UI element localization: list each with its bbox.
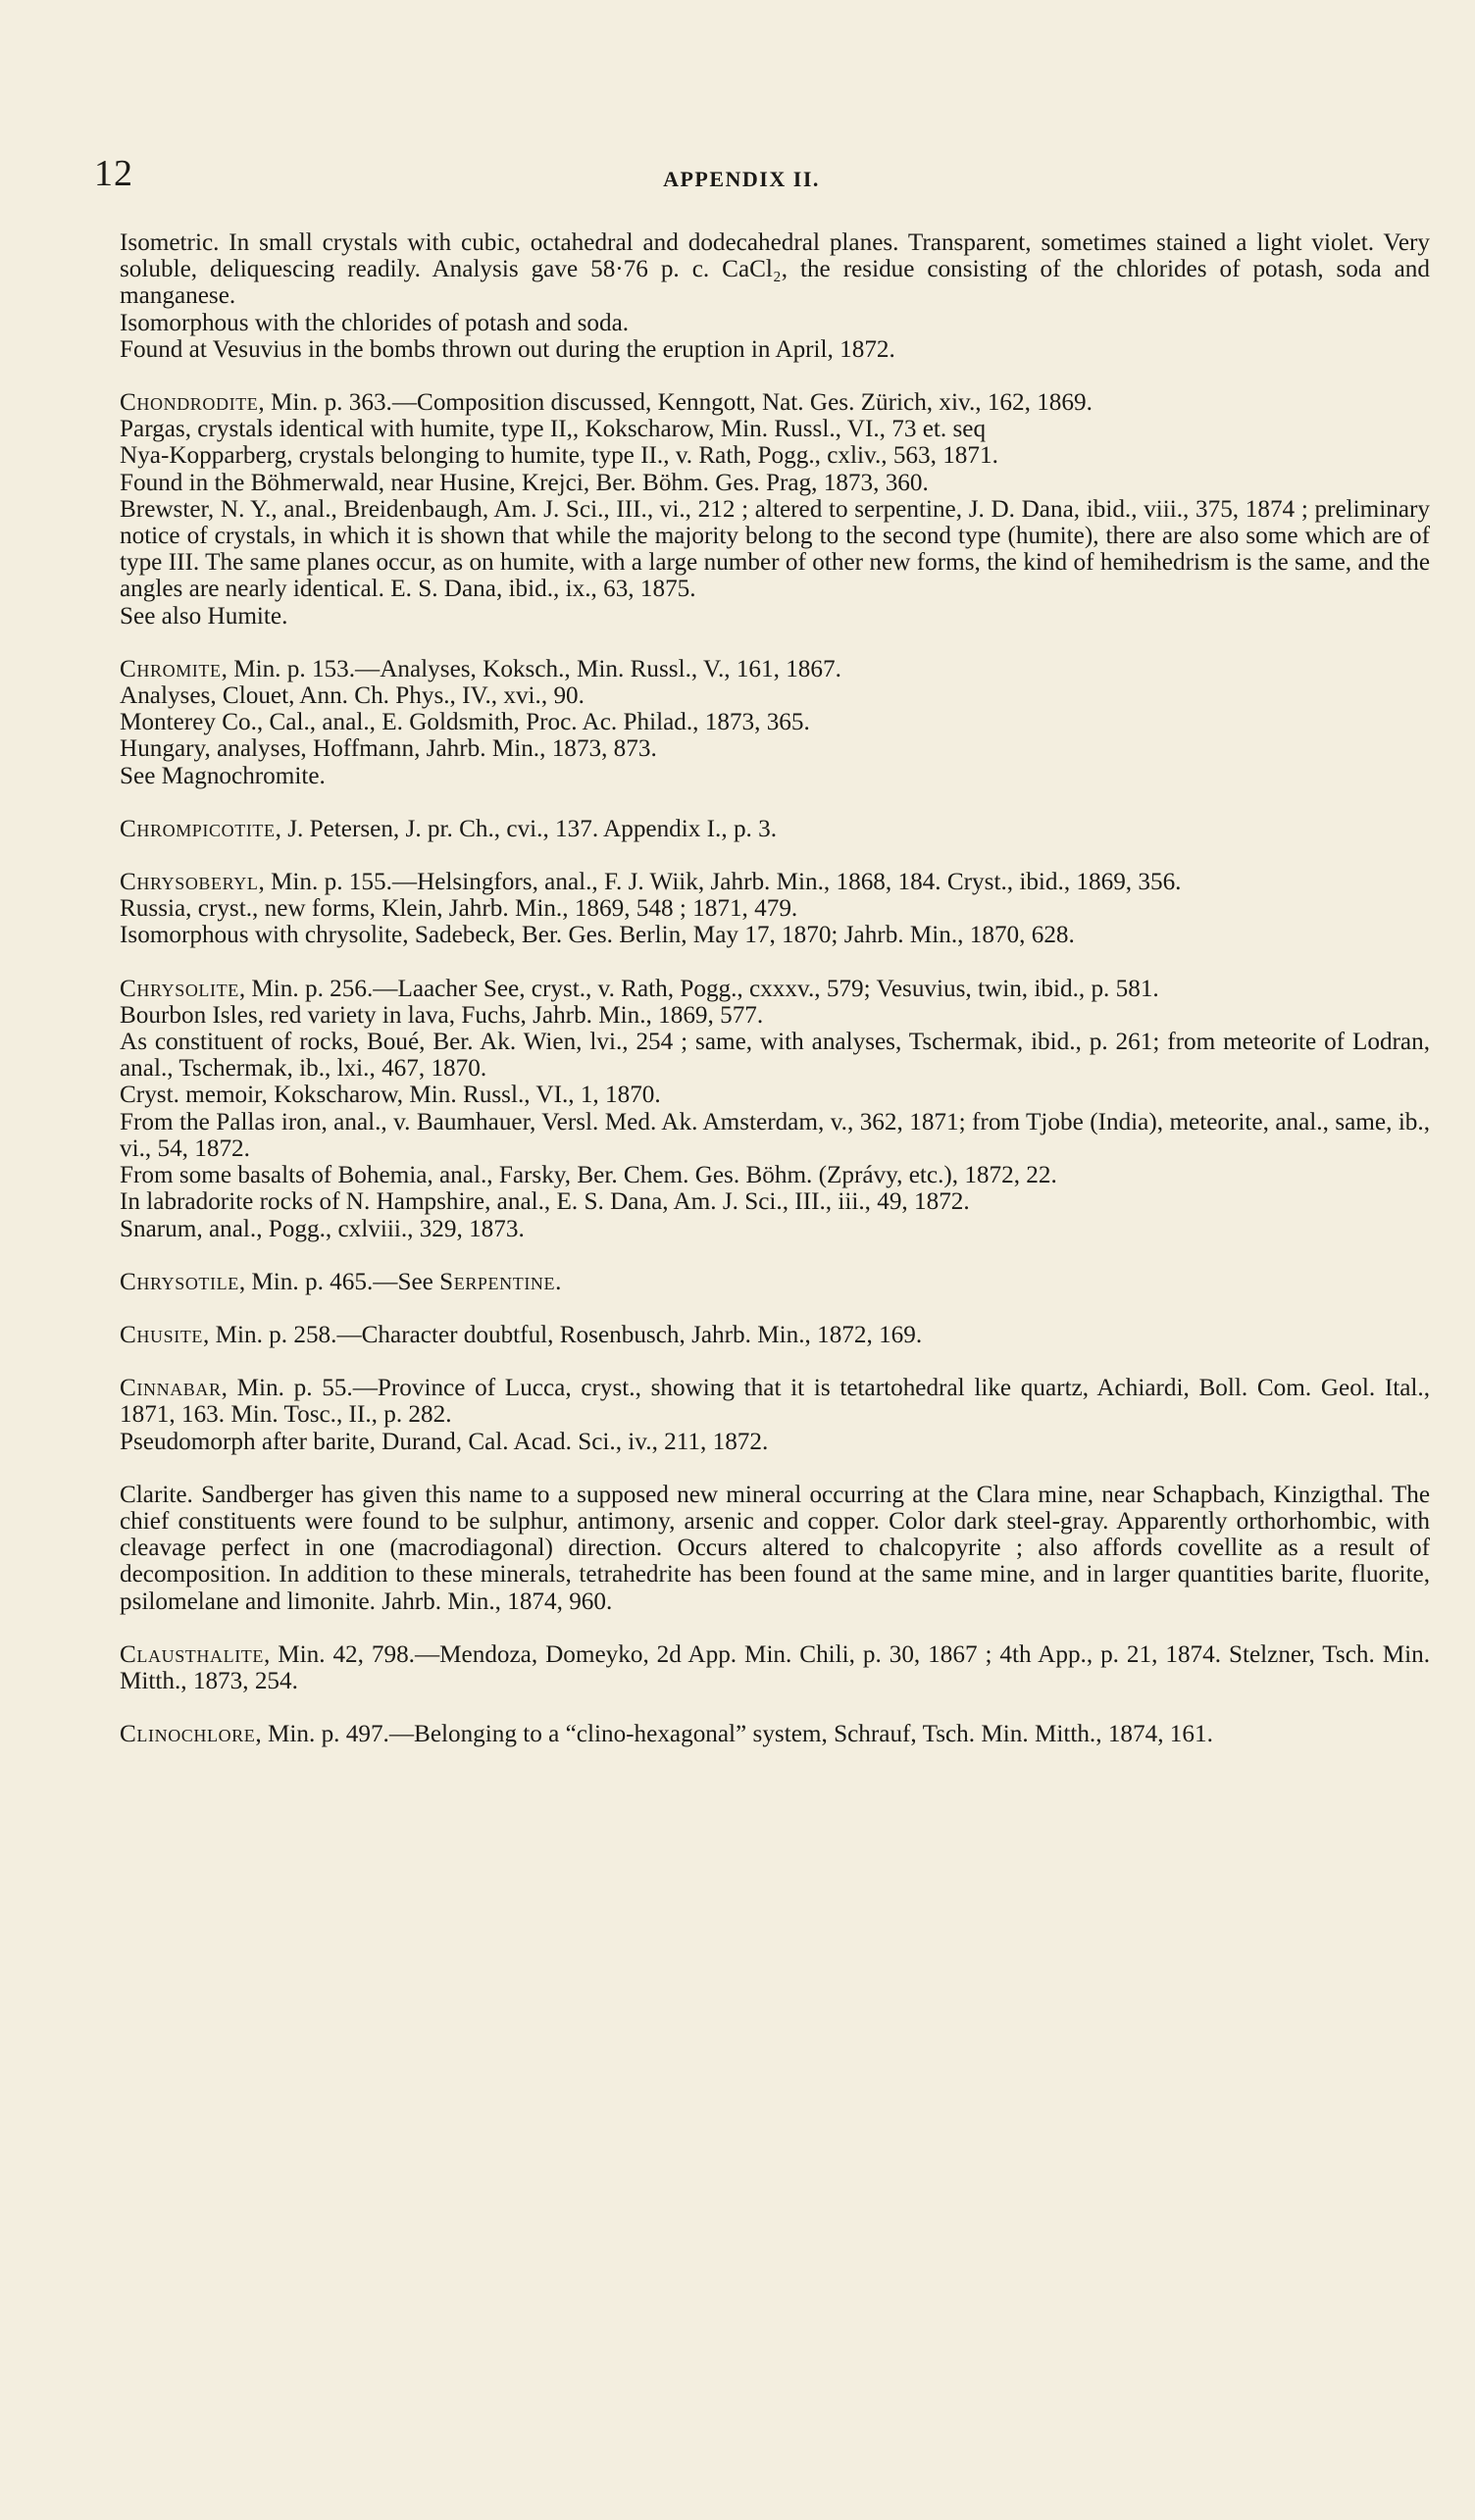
paragraph [120, 1322, 1430, 1348]
entry-clausthalite [120, 1641, 1430, 1694]
paragraph: Isomorphous with chrysolite, Sadebeck, Ber. Ges. Berlin, May 17, 1870; Jahrb. Min., 1870, 628. [120, 922, 1075, 949]
entry-clinochlore [120, 1721, 1430, 1747]
entry-text: , J. Petersen, J. pr. Ch., cvi., 137. Appendix I., p. 3. [275, 815, 778, 842]
cross-reference: Serpentine [439, 1268, 556, 1295]
entry-text: , Min. 42, 798.—Mendoza, Domeyko, 2d App. Min. Chili, p. 30, 1867 ; 4th App., p. 21, 1874. Stelzner, Tsch. Min. Mitth., 1873, 254. [120, 1640, 1430, 1694]
paragraph: Found at Vesuvius in the bombs thrown out during the eruption in April, 1872. [120, 335, 895, 363]
paragraph [120, 869, 1430, 895]
paragraph: Monterey Co., Cal., anal., E. Goldsmith, Proc. Ac. Philad., 1873, 365. [120, 709, 810, 736]
paragraph: Analyses, Clouet, Ann. Ch. Phys., IV., xvi., 90. [120, 682, 585, 710]
paragraph: From some basalts of Bohemia, anal., Farsky, Ber. Chem. Ges. Böhm. (Zprávy, etc.), 1872, 22. [120, 1162, 1057, 1189]
entry-chlormanganokalite [120, 229, 1430, 363]
entry-text: , Min. p. 153.—Analyses, Koksch., Min. Russl., V., 161, 1867. [221, 655, 841, 682]
entry-cinnabar [120, 1375, 1430, 1455]
paragraph: Bourbon Isles, red variety in lava, Fuchs, Jahrb. Min., 1869, 577. [120, 1001, 764, 1029]
entry-heading: Chusite [120, 1321, 203, 1348]
paragraph [120, 816, 1430, 842]
entry-heading: Cinnabar [120, 1375, 222, 1402]
entry-chrysoberyl [120, 869, 1430, 949]
paragraph: See Magnochromite. [120, 762, 326, 789]
paragraph: From the Pallas iron, anal., v. Baumhauer, Versl. Med. Ak. Amsterdam, v., 362, 1871; from Tjobe (India), meteorite, anal., same, ib., vi., 54, 1872. [120, 1108, 1430, 1162]
paragraph [120, 1482, 1430, 1615]
entry-heading: Chondrodite [120, 389, 259, 417]
paragraph: Nya-Kopparberg, crystals belonging to humite, type II., v. Rath, Pogg., cxliv., 563, 1871. [120, 442, 998, 470]
paragraph [120, 656, 1430, 682]
entry-heading: Chrysolite [120, 975, 239, 1002]
page-header [94, 147, 1389, 206]
paragraph: Russia, cryst., new forms, Klein, Jahrb. Min., 1869, 548 ; 1871, 479. [120, 895, 798, 923]
entry-chondrodite [120, 389, 1430, 630]
paragraph: Found in the Böhmerwald, near Husine, Krejci, Ber. Böhm. Ges. Prag, 1873, 360. [120, 469, 929, 496]
entry-text: , Min. p. 363.—Composition discussed, Kenngott, Nat. Ges. Zürich, xiv., 162, 1869. [258, 389, 1093, 417]
paragraph: Pargas, crystals identical with humite, type II,, Kokscharow, Min. Russl., VI., 73 et. seq [120, 416, 987, 443]
entry-text: , Min. p. 497.—Belonging to a “clino-hexagonal” system, Schrauf, Tsch. Min. Mitth., 1874, 161. [255, 1721, 1213, 1748]
paragraph: Pseudomorph after barite, Durand, Cal. Acad. Sci., iv., 211, 1872. [120, 1428, 769, 1455]
paragraph: Brewster, N. Y., anal., Breidenbaugh, Am. J. Sci., III., vi., 212 ; altered to serpentine, J. D. Dana, ibid., viii., 375, 1874 ; preliminary notice of crystals, in which it is shown that while the majority belong to the second type (humite), there are also some which are of type III. The same planes occur, as on humite, with a large number of other new forms, the kind of hemihedrism is the same, and the angles are nearly identical. E. S. Dana, ibid., ix., 63, 1875. [120, 495, 1430, 603]
entry-text: . [555, 1268, 562, 1295]
entry-heading: Chrysotile [120, 1268, 239, 1295]
paragraph: As constituent of rocks, Boué, Ber. Ak. Wien, lvi., 254 ; same, with analyses, Tschermak, ibid., p. 261; from meteorite of Lodran, anal., Tschermak, ib., lxi., 467, 1870. [120, 1029, 1430, 1083]
entry-chrysotile [120, 1269, 1430, 1295]
entry-heading: Clausthalite [120, 1640, 264, 1668]
entry-chromite [120, 656, 1430, 789]
paragraph [120, 1269, 1430, 1295]
paragraph [120, 1375, 1430, 1428]
entry-text: , Min. p. 55.—Province of Lucca, cryst., showing that it is tetartohedral like quartz, Achiardi, Boll. Com. Geol. Ital., 1871, 163. Min. Tosc., II., p. 282. [120, 1375, 1430, 1429]
paragraph [120, 389, 1430, 416]
entry-heading: Chromite [120, 655, 222, 682]
paragraph [120, 1641, 1430, 1694]
entry-heading: Chrysoberyl [120, 869, 259, 896]
paragraph [120, 976, 1430, 1002]
paragraph: Isometric. In small crystals with cubic, octahedral and dodecahedral planes. Transparent, sometimes stained a light violet. Very soluble, deliquescing readily. Analysis gave 58·76 p. c. CaCl₂, the residue consisting of the chlorides of potash, soda and manganese. [120, 229, 1430, 310]
entry-text: , Min. p. 256.—Laacher See, cryst., v. Rath, Pogg., cxxxv., 579; Vesuvius, twin, ibid., p. 581. [238, 975, 1159, 1002]
entry-heading: Clarite. [120, 1481, 193, 1508]
entry-text: , Min. p. 465.—See [238, 1268, 440, 1295]
entry-chrysolite [120, 976, 1430, 1242]
entry-heading: Chrompicotite [120, 815, 276, 842]
entry-text: Sandberger has given this name to a supposed new mineral occurring at the Clara mine, near Schapbach, Kinzigthal. The chief constituents were found to be sulphur, antimony, arsenic and copper. Color dark steel-gray. Apparently orthorhombic, with cleavage perfect in one (macrodiagonal) direction. Occurs altered to chalcopyrite ; also affords covellite as a result of decomposition. In addition to these minerals, tetrahedrite has been found at the same mine, and in larger quantities barite, fluorite, psilomelane and limonite. Jahrb. Min., 1874, 960. [120, 1481, 1430, 1615]
paragraph: See also Humite. [120, 602, 288, 630]
paragraph: Isomorphous with the chlorides of potash and soda. [120, 309, 630, 336]
entry-clarite [120, 1482, 1430, 1615]
running-head: APPENDIX II. [663, 167, 820, 191]
paragraph: Hungary, analyses, Hoffmann, Jahrb. Min., 1873, 873. [120, 735, 657, 763]
entry-heading: Clinochlore [120, 1721, 256, 1748]
paragraph: Cryst. memoir, Kokscharow, Min. Russl., VI., 1, 1870. [120, 1082, 661, 1109]
page-number: 12 [94, 153, 133, 194]
entry-chrompicotite [120, 816, 1430, 842]
entry-text: , Min. p. 155.—Helsingfors, anal., F. J. Wiik, Jahrb. Min., 1868, 184. Cryst., ibid., 1869, 356. [258, 869, 1182, 896]
paragraph: Snarum, anal., Pogg., cxlviii., 329, 1873. [120, 1215, 525, 1242]
paragraph: In labradorite rocks of N. Hampshire, anal., E. S. Dana, Am. J. Sci., III., iii., 49, 1872. [120, 1188, 970, 1216]
page-body [120, 229, 1430, 1774]
paragraph [120, 1721, 1430, 1747]
entry-chusite [120, 1322, 1430, 1348]
entry-text: , Min. p. 258.—Character doubtful, Rosenbusch, Jahrb. Min., 1872, 169. [203, 1321, 923, 1348]
